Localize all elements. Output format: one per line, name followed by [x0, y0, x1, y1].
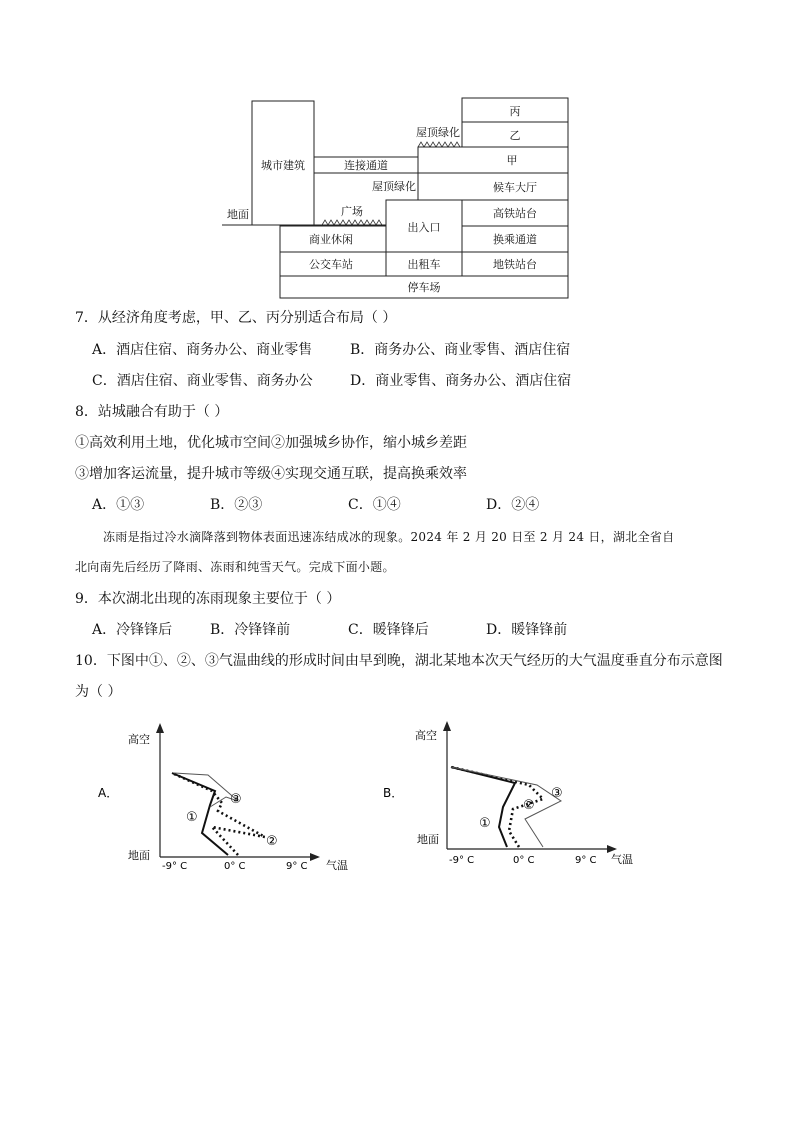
y-label-top: 高空 — [128, 733, 150, 746]
plaza-label: 广场 — [341, 205, 363, 218]
q10-stem-line1: 10．下图中①、②、③气温曲线的形成时间由早到晚，湖北某地本次天气经历的大气温度垂直分布示意图 — [75, 653, 723, 669]
city-building-label: 城市建筑 — [261, 159, 305, 172]
metro-platform-label: 地铁站台 — [493, 258, 537, 271]
q8-stem: 8．站城融合有助于（ ） — [75, 404, 229, 420]
q7-option-b[interactable]: B．商务办公、商业零售、酒店住宿 — [350, 342, 571, 358]
y-axis-arrow — [156, 723, 164, 733]
chart-option-b[interactable] — [375, 715, 655, 875]
y-label-bottom: 地面 — [128, 849, 150, 862]
q7-option-c[interactable]: C．酒店住宿、商业零售、商务办公 — [92, 373, 313, 389]
passage-line1: 冻雨是指过冷水滴降落到物体表面迅速冻结成冰的现象。2024 年 2 月 20 日至 2 月 24 日，湖北全省自 — [103, 530, 675, 544]
bus-station-label: 公交车站 — [309, 258, 353, 271]
y-axis-arrow — [443, 721, 451, 731]
entrance-label: 出入口 — [407, 221, 441, 234]
q8-option-d[interactable]: D．②④ — [486, 497, 540, 513]
parking-label: 停车场 — [407, 281, 441, 294]
ground-label: 地面 — [227, 208, 249, 221]
x-label: 气温 — [611, 853, 633, 866]
q8-option-b[interactable]: B．②③ — [210, 497, 263, 513]
taxi-label: 出租车 — [407, 258, 441, 271]
commercial-label: 商业休闲 — [309, 233, 353, 246]
curve-1-label: ① — [479, 816, 491, 831]
yi-label: 乙 — [509, 129, 521, 142]
q9-option-b[interactable]: B．冷锋锋前 — [210, 622, 291, 638]
transfer-passage-label: 换乘通道 — [493, 233, 537, 246]
chart-option-a[interactable] — [90, 715, 370, 875]
hsr-platform-label: 高铁站台 — [493, 207, 537, 220]
q9-stem: 9．本次湖北出现的冻雨现象主要位于（ ） — [75, 591, 341, 607]
x-axis-arrow — [310, 853, 320, 861]
q9-option-a[interactable]: A．冷锋锋后 — [92, 622, 173, 638]
tick-0: 0° C — [513, 855, 535, 866]
curve-3-label: ③ — [230, 792, 242, 807]
option-a-label: A． — [98, 786, 119, 800]
roof-green-top-label: 屋顶绿化 — [416, 126, 460, 139]
q8-option-c[interactable]: C．①④ — [348, 497, 401, 513]
curve-3-label: ③ — [551, 786, 563, 801]
waiting-hall-label: 候车大厅 — [493, 181, 537, 194]
x-axis-arrow — [607, 845, 617, 853]
y-label-bottom: 地面 — [417, 833, 439, 846]
curve-2-label: ② — [266, 834, 278, 849]
passage-line2: 北向南先后经历了降雨、冻雨和纯雪天气。完成下面小题。 — [75, 560, 395, 574]
y-label-top: 高空 — [415, 729, 437, 742]
curve-3 — [451, 767, 561, 847]
q8-statement-line1: ①高效利用土地，优化城市空间②加强城乡协作，缩小城乡差距 — [75, 435, 467, 451]
q9-option-c[interactable]: C．暖锋锋后 — [348, 622, 429, 638]
q7-option-a[interactable]: A．酒店住宿、商务办公、商业零售 — [92, 342, 313, 358]
x-label: 气温 — [326, 859, 348, 872]
q9-option-d[interactable]: D．暖锋锋前 — [486, 622, 568, 638]
station-diagram — [0, 0, 794, 310]
jia-label: 甲 — [506, 154, 518, 167]
tick-minus9: -9° C — [449, 855, 475, 866]
tick-9: 9° C — [286, 861, 308, 872]
q7-option-d[interactable]: D．商业零售、商务办公、酒店住宿 — [350, 373, 572, 389]
q7-stem: 7．从经济角度考虑，甲、乙、丙分别适合布局（ ） — [75, 310, 397, 326]
connecting-passage-label: 连接通道 — [344, 159, 388, 172]
tick-9: 9° C — [575, 855, 597, 866]
roof-green-mid-label: 屋顶绿化 — [372, 180, 416, 193]
tick-0: 0° C — [224, 861, 246, 872]
curve-2-label: ② — [523, 798, 535, 813]
q10-stem-line2: 为（ ） — [75, 684, 122, 700]
bing-label: 丙 — [509, 105, 521, 118]
q8-option-a[interactable]: A．①③ — [92, 497, 145, 513]
tick-minus9: -9° C — [162, 861, 188, 872]
curve-1-label: ① — [186, 810, 198, 825]
option-b-label: B． — [383, 786, 404, 800]
q8-statement-line2: ③增加客运流量，提升城市等级④实现交通互联，提高换乘效率 — [75, 466, 467, 482]
